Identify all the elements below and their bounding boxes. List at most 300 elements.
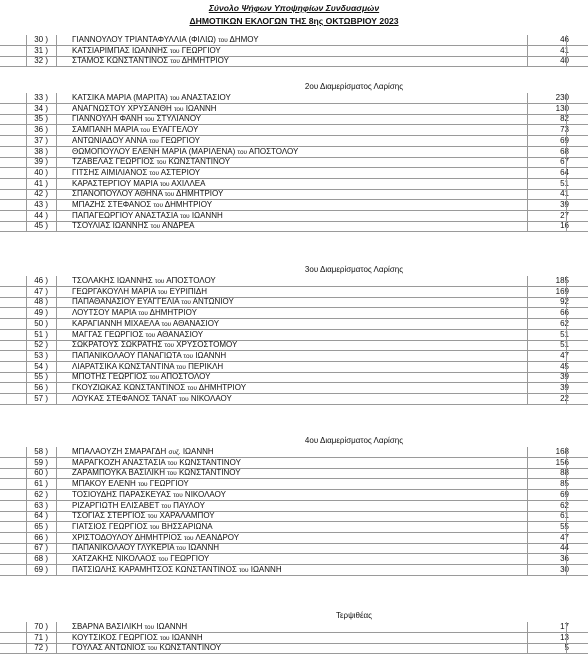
candidate-row bbox=[0, 643, 588, 654]
father-name: ΒΗΣΣΑΡΙΩΝΑ bbox=[161, 521, 213, 531]
candidate-row bbox=[0, 458, 588, 469]
candidate-number: 70 ) bbox=[34, 622, 48, 631]
candidate-name: ΜΠΟΤΗΣ ΓΕΩΡΓΙΟΣ bbox=[72, 372, 148, 382]
candidate-name: ΧΑΤΖΑΚΗΣ ΝΙΚΟΛΑΟΣ bbox=[72, 554, 157, 563]
candidate-name-cell bbox=[72, 221, 194, 232]
father-name: ΔΗΜΗΤΡΙΟΥ bbox=[149, 308, 197, 318]
candidate-number: 33 ) bbox=[34, 93, 48, 102]
candidate-number: 36 ) bbox=[34, 125, 48, 135]
relation-word: του bbox=[147, 513, 158, 521]
candidate-row bbox=[0, 511, 588, 522]
vote-count: 66 bbox=[560, 308, 569, 318]
table-grid-line bbox=[527, 35, 528, 68]
table-grid-line bbox=[566, 447, 567, 576]
document-title: Σύνολο Ψήφων Υποψηφίων Συνδυασμών bbox=[208, 3, 380, 13]
relation-word: του bbox=[138, 481, 148, 489]
candidate-row bbox=[0, 46, 588, 57]
vote-count: 82 bbox=[560, 114, 569, 124]
candidate-number: 48 ) bbox=[34, 297, 48, 307]
vote-count: 69 bbox=[560, 135, 569, 145]
candidate-name-cell bbox=[72, 276, 216, 287]
father-name: ΕΥΡΙΠΙΔΗ bbox=[169, 286, 207, 296]
candidate-name-cell bbox=[72, 554, 209, 565]
relation-word: του bbox=[167, 459, 178, 467]
candidate-name-cell bbox=[72, 543, 219, 554]
candidate-row bbox=[0, 372, 588, 383]
table-grid-line bbox=[56, 35, 57, 68]
candidate-number: 64 ) bbox=[34, 511, 48, 521]
relation-word: του bbox=[158, 556, 169, 563]
candidate-row bbox=[0, 351, 588, 362]
candidate-name-cell bbox=[72, 394, 232, 405]
candidate-name-cell bbox=[72, 125, 198, 136]
father-name: ΧΑΡΑΛΑΜΠΟΥ bbox=[159, 511, 215, 521]
candidate-name: ΤΣΟΥΛΙΑΣ ΙΩΑΝΝΗΣ bbox=[72, 221, 149, 231]
father-name: ΣΤΥΛΙΑΝΟΥ bbox=[156, 114, 202, 124]
candidate-number: 59 ) bbox=[34, 457, 48, 467]
candidate-name-cell bbox=[72, 319, 219, 330]
candidate-number: 30 ) bbox=[34, 35, 48, 44]
father-name: ΑΠΟΣΤΟΛΟΥ bbox=[166, 276, 216, 285]
candidate-name: ΜΑΡΑΓΚΟΖΗ ΑΝΑΣΤΑΣΙΑ bbox=[72, 457, 166, 467]
candidate-number: 55 ) bbox=[34, 372, 48, 382]
vote-count: 46 bbox=[560, 35, 569, 44]
vote-count: 40 bbox=[560, 56, 569, 66]
candidate-row bbox=[0, 479, 588, 490]
candidate-name: ΣΠΑΝΟΠΟΥΛΟΥ ΑΘΗΝΑ bbox=[72, 189, 163, 199]
relation-word: του bbox=[144, 116, 155, 124]
candidate-name: ΘΩΜΟΠΟΥΛΟΥ ΕΛΕΝΗ ΜΑΡΙΑ (ΜΑΡΙΛΕΝΑ) bbox=[72, 146, 236, 156]
candidate-name: ΤΣΟΓΙΑΣ ΣΤΕΡΓΙΟΣ bbox=[72, 511, 146, 521]
relation-word: του bbox=[180, 212, 190, 220]
vote-count: 130 bbox=[555, 103, 569, 113]
father-name: ΚΩΝΣΤΑΝΤΙΝΟΥ bbox=[168, 157, 231, 167]
section-heading: 2ου Διαμερίσματος Λαρίσης bbox=[304, 82, 404, 91]
vote-count: 22 bbox=[560, 393, 569, 403]
father-name: ΔΗΜΗΤΡΙΟΥ bbox=[181, 56, 229, 66]
candidate-name-cell bbox=[72, 468, 241, 479]
candidate-number: 65 ) bbox=[34, 521, 48, 531]
candidate-number: 34 ) bbox=[34, 103, 48, 113]
father-name: ΑΝΑΣΤΑΣΙΟΥ bbox=[181, 93, 231, 102]
candidate-row bbox=[0, 189, 588, 200]
father-name: ΙΩΑΝΝΗ bbox=[171, 632, 203, 642]
candidate-name: ΑΝΑΓΝΩΣΤΟΥ ΧΡΥΣΑΝΘΗ bbox=[72, 103, 172, 113]
table-grid-line bbox=[26, 622, 27, 655]
candidate-row bbox=[0, 93, 588, 104]
vote-count: 68 bbox=[560, 146, 569, 156]
candidate-name: ΜΠΑΚΟΥ ΕΛΕΝΗ bbox=[72, 479, 136, 489]
table-grid-line bbox=[527, 93, 528, 233]
relation-word: του bbox=[170, 47, 180, 55]
relation-word: του bbox=[154, 278, 165, 285]
vote-count: 51 bbox=[560, 340, 569, 350]
vote-count: 92 bbox=[560, 297, 569, 307]
vote-count: 30 bbox=[560, 564, 569, 574]
candidate-number: 44 ) bbox=[34, 210, 48, 220]
relation-word: του bbox=[159, 180, 170, 188]
candidate-name: ΜΠΑΛΑΟΥΖΗ ΣΜΑΡΑΓΔΗ bbox=[72, 447, 167, 456]
vote-count: 13 bbox=[560, 632, 569, 642]
candidate-name-cell bbox=[72, 157, 230, 168]
candidate-row bbox=[0, 447, 588, 458]
vote-count: 85 bbox=[560, 479, 569, 489]
candidate-row bbox=[0, 554, 588, 565]
candidate-row bbox=[0, 522, 588, 533]
candidate-name-cell bbox=[72, 458, 241, 469]
relation-word: του bbox=[157, 288, 168, 296]
relation-word: του bbox=[144, 624, 155, 631]
father-name: ΑΘΑΝΑΣΙΟΥ bbox=[156, 329, 204, 339]
table-grid-line bbox=[56, 93, 57, 233]
section-heading: 4ου Διαμερίσματος Λαρίσης bbox=[304, 436, 404, 445]
vote-count: 230 bbox=[555, 93, 569, 102]
relation-word: του bbox=[173, 105, 184, 113]
father-name: ΓΕΩΡΓΙΟΥ bbox=[149, 479, 189, 489]
candidate-name: ΠΑΠΑΝΙΚΟΛΑΟΥ ΓΛΥΚΕΡΙΑ bbox=[72, 543, 175, 553]
relation-word: του bbox=[147, 645, 158, 653]
candidate-name: ΠΑΠΑΝΙΚΟΛΑΟΥ ΠΑΝΑΓΙΩΤΑ bbox=[72, 350, 182, 360]
candidate-row bbox=[0, 330, 588, 341]
father-name: ΑΣΤΕΡΙΟΥ bbox=[160, 167, 201, 177]
candidate-row bbox=[0, 362, 588, 373]
candidate-row bbox=[0, 125, 588, 136]
candidate-number: 38 ) bbox=[34, 146, 48, 156]
vote-count: 27 bbox=[560, 210, 569, 220]
candidate-number: 69 ) bbox=[34, 564, 48, 574]
candidate-name: ΓΙΑΤΣΙΟΣ ΓΕΩΡΓΙΟΣ bbox=[72, 521, 148, 531]
candidate-name-cell bbox=[72, 189, 223, 200]
section-heading: Τερψιθέας bbox=[335, 611, 373, 620]
father-name: ΙΩΑΝΝΗ bbox=[195, 350, 227, 360]
relation-word: του bbox=[149, 137, 159, 145]
candidate-row bbox=[0, 633, 588, 644]
candidate-number: 57 ) bbox=[34, 393, 48, 403]
candidate-name: ΖΑΡΑΜΠΟΥΚΑ ΒΑΣΙΛΙΚΗ bbox=[72, 468, 166, 478]
vote-count: 39 bbox=[560, 372, 569, 382]
candidate-number: 41 ) bbox=[34, 178, 48, 188]
candidate-number: 72 ) bbox=[34, 643, 48, 653]
candidate-name: ΜΠΑΖΗΣ ΣΤΕΦΑΝΟΣ bbox=[72, 200, 152, 209]
vote-count: 44 bbox=[560, 543, 569, 553]
candidate-number: 39 ) bbox=[34, 157, 48, 167]
father-name: ΝΙΚΟΛΑΟΥ bbox=[184, 489, 226, 499]
candidate-name: ΓΙΑΝΝΟΥΛΟΥ ΤΡΙΑΝΤΑΦΥΛΛΙΑ (ΦΙΛΙΩ) bbox=[72, 35, 216, 44]
candidate-number: 32 ) bbox=[34, 56, 48, 66]
candidate-name-cell bbox=[72, 351, 226, 362]
candidate-name-cell bbox=[72, 490, 226, 501]
candidate-number: 66 ) bbox=[34, 532, 48, 542]
candidate-name-cell bbox=[72, 147, 298, 158]
candidate-name: ΤΟΣΙΟΥΔΗΣ ΠΑΡΑΣΚΕΥΑΣ bbox=[72, 489, 171, 499]
relation-word: του bbox=[164, 342, 175, 350]
relation-word: του bbox=[170, 58, 180, 66]
father-name: ΓΕΩΡΓΙΟΥ bbox=[181, 45, 221, 55]
candidate-name-cell bbox=[72, 383, 246, 394]
vote-count: 64 bbox=[560, 167, 569, 177]
relation-word: του bbox=[179, 395, 189, 403]
candidate-name-cell bbox=[72, 330, 203, 341]
candidate-name: ΣΤΑΜΟΣ ΚΩΝΣΤΑΝΤΙΝΟΣ bbox=[72, 56, 169, 66]
father-name: ΔΗΜΟΥ bbox=[229, 35, 259, 44]
candidate-number: 56 ) bbox=[34, 383, 48, 392]
candidate-row bbox=[0, 297, 588, 308]
vote-count: 185 bbox=[555, 276, 569, 285]
candidate-number: 71 ) bbox=[34, 632, 48, 642]
candidate-row bbox=[0, 287, 588, 298]
relation-word: του bbox=[149, 169, 159, 177]
candidate-name-cell bbox=[72, 511, 215, 522]
vote-count: 47 bbox=[560, 532, 569, 542]
father-name: ΧΡΥΣΟΣΤΟΜΟΥ bbox=[176, 340, 238, 350]
document-subtitle: ΔΗΜΟΤΙΚΩΝ ΕΚΛΟΓΩΝ ΤΗΣ 8ης ΟΚΤΩΒΡΙΟΥ 2023 bbox=[189, 16, 399, 26]
relation-word: του bbox=[183, 352, 194, 360]
candidate-name-cell bbox=[72, 308, 197, 319]
candidate-row bbox=[0, 211, 588, 222]
candidate-number: 58 ) bbox=[34, 447, 48, 456]
candidate-number: 49 ) bbox=[34, 308, 48, 318]
father-name: ΛΕΑΝΔΡΟΥ bbox=[195, 532, 240, 542]
candidate-name-cell bbox=[72, 136, 200, 147]
candidate-row bbox=[0, 157, 588, 168]
candidate-row bbox=[0, 501, 588, 512]
candidate-name: ΣΒΑΡΝΑ ΒΑΣΙΛΙΚΗ bbox=[72, 622, 143, 631]
candidate-name: ΠΑΠΑΘΑΝΑΣΙΟΥ ΕΥΑΓΓΕΛΙΑ bbox=[72, 297, 180, 307]
candidate-name-cell bbox=[72, 200, 212, 211]
candidate-row bbox=[0, 490, 588, 501]
father-name: ΠΕΡΙΚΛΗ bbox=[188, 361, 224, 371]
candidate-name: ΚΑΤΣΙΚΑ ΜΑΡΙΑ (ΜΑΡΙΤΑ) bbox=[72, 93, 168, 102]
candidate-number: 40 ) bbox=[34, 167, 48, 177]
candidate-name-cell bbox=[72, 297, 234, 308]
relation-word: του bbox=[184, 534, 194, 542]
candidate-row bbox=[0, 200, 588, 211]
vote-count: 55 bbox=[560, 521, 569, 531]
candidate-name: ΓΕΩΡΓΑΚΟΥΛΗ ΜΑΡΙΑ bbox=[72, 286, 156, 296]
relation-word: του bbox=[176, 363, 186, 371]
father-name: ΝΙΚΟΛΑΟΥ bbox=[190, 393, 232, 403]
candidate-name-cell bbox=[72, 479, 189, 490]
candidate-name: ΛΟΥΚΑΣ ΣΤΕΦΑΝΟΣ ΤΑΝΑΤ bbox=[72, 393, 177, 403]
relation-word: του bbox=[167, 470, 177, 478]
candidate-name-cell bbox=[72, 114, 201, 125]
candidate-name-cell bbox=[72, 447, 214, 458]
candidate-name: ΑΝΤΩΝΙΑΔΟΥ ΑΝΝΑ bbox=[72, 135, 148, 145]
father-name: ΙΩΑΝΝΗ bbox=[185, 103, 217, 113]
candidate-row bbox=[0, 179, 588, 190]
candidate-row bbox=[0, 565, 588, 576]
relation-word: του bbox=[160, 634, 170, 642]
candidate-name-cell bbox=[72, 362, 223, 373]
candidate-number: 43 ) bbox=[34, 200, 48, 209]
candidate-name: ΓΚΟΥΖΙΩΚΑΣ ΚΩΝΣΤΑΝΤΙΝΟΣ bbox=[72, 383, 186, 392]
vote-count: 39 bbox=[560, 200, 569, 209]
vote-count: 51 bbox=[560, 178, 569, 188]
table-grid-line bbox=[56, 276, 57, 405]
candidate-number: 68 ) bbox=[34, 554, 48, 563]
relation-word: του bbox=[156, 159, 167, 167]
vote-count: 17 bbox=[560, 622, 569, 631]
candidate-name-cell bbox=[72, 340, 237, 351]
father-name: ΙΩΑΝΝΗ bbox=[188, 543, 219, 553]
candidate-name: ΛΟΥΤΣΟΥ ΜΑΡΙΑ bbox=[72, 308, 137, 318]
candidate-name: ΜΑΓΓΑΣ ΓΕΩΡΓΙΟΣ bbox=[72, 329, 144, 339]
candidate-row bbox=[0, 136, 588, 147]
candidate-row bbox=[0, 543, 588, 554]
candidate-number: 42 ) bbox=[34, 189, 48, 199]
father-name: ΑΝΔΡΕΑ bbox=[161, 221, 195, 231]
vote-count: 62 bbox=[560, 318, 569, 328]
candidate-name: ΤΖΑΒΕΛΑΣ ΓΕΩΡΓΙΟΣ bbox=[72, 157, 155, 167]
candidate-name: ΣΩΚΡΑΤΟΥΣ ΣΩΚΡΑΤΗΣ bbox=[72, 340, 163, 350]
table-grid-line bbox=[566, 93, 567, 233]
candidate-name: ΠΑΤΣΙΩΛΗΣ ΚΑΡΑΜΗΤΣΟΣ ΚΩΝΣΤΑΝΤΙΝΟΣ bbox=[72, 564, 237, 574]
candidate-number: 60 ) bbox=[34, 468, 48, 478]
relation-word: του bbox=[149, 523, 160, 531]
father-name: ΓΕΩΡΓΙΟΥ bbox=[161, 135, 201, 145]
relation-word: του bbox=[149, 374, 160, 382]
candidate-row bbox=[0, 622, 588, 633]
candidate-name-cell bbox=[72, 211, 223, 222]
candidate-name: ΧΡΙΣΤΟΔΟΥΛΟΥ ΔΗΜΗΤΡΙΟΣ bbox=[72, 532, 182, 542]
vote-count: 73 bbox=[560, 125, 569, 135]
candidate-row bbox=[0, 533, 588, 544]
father-name: ΚΩΝΣΤΑΝΤΙΝΟΥ bbox=[159, 643, 222, 653]
candidate-name: ΓΟΥΛΑΣ ΑΝΤΩΝΙΟΣ bbox=[72, 643, 146, 653]
table-grid-line bbox=[566, 622, 567, 655]
candidate-name-cell bbox=[72, 643, 221, 654]
candidate-row bbox=[0, 147, 588, 158]
candidate-number: 37 ) bbox=[34, 135, 48, 145]
relation-word: του bbox=[170, 95, 180, 102]
vote-count: 88 bbox=[560, 468, 569, 478]
candidate-row bbox=[0, 114, 588, 125]
table-grid-line bbox=[566, 276, 567, 405]
vote-count: 61 bbox=[560, 511, 569, 521]
candidate-name-cell bbox=[72, 633, 203, 644]
table-grid-line bbox=[56, 447, 57, 576]
candidate-name-cell bbox=[72, 46, 221, 57]
candidate-number: 45 ) bbox=[34, 221, 48, 231]
candidate-number: 63 ) bbox=[34, 500, 48, 510]
vote-count: 156 bbox=[555, 457, 569, 467]
candidate-name-cell bbox=[72, 35, 259, 46]
vote-count: 41 bbox=[560, 189, 569, 199]
father-name: ΕΥΑΓΓΕΛΟΥ bbox=[152, 125, 199, 135]
relation-word: του bbox=[153, 202, 163, 209]
candidate-name-cell bbox=[72, 179, 205, 190]
candidate-number: 35 ) bbox=[34, 114, 48, 124]
candidate-name-cell bbox=[72, 168, 200, 179]
vote-count: 169 bbox=[555, 286, 569, 296]
candidate-row bbox=[0, 35, 588, 46]
candidate-row bbox=[0, 56, 588, 67]
relation-word: του bbox=[161, 502, 171, 510]
section-heading: 3ου Διαμερίσματος Λαρίσης bbox=[304, 265, 404, 274]
father-name: ΙΩΑΝΝΗ bbox=[182, 447, 214, 456]
candidate-name: ΚΑΤΣΙΑΡΙΜΠΑΣ ΙΩΑΝΝΗΣ bbox=[72, 45, 168, 55]
candidate-name-cell bbox=[72, 533, 239, 544]
candidate-name-cell bbox=[72, 501, 205, 512]
father-name: ΙΩΑΝΝΗ bbox=[191, 210, 223, 220]
table-grid-line bbox=[566, 35, 567, 68]
relation-word: του bbox=[173, 491, 183, 499]
table-grid-line bbox=[26, 447, 27, 576]
candidate-name: ΤΣΟΛΑΚΗΣ ΙΩΑΝΝΗΣ bbox=[72, 276, 153, 285]
father-name: ΔΗΜΗΤΡΙΟΥ bbox=[198, 383, 247, 392]
candidate-number: 54 ) bbox=[34, 361, 48, 371]
table-grid-line bbox=[26, 93, 27, 233]
father-name: ΑΠΟΣΤΟΛΟΥ bbox=[248, 146, 299, 156]
relation-word: του bbox=[237, 148, 247, 156]
vote-count: 41 bbox=[560, 45, 569, 55]
vote-count: 5 bbox=[564, 643, 569, 653]
candidate-row bbox=[0, 383, 588, 394]
relation-word: του bbox=[138, 310, 148, 318]
vote-count: 36 bbox=[560, 554, 569, 563]
candidate-name-cell bbox=[72, 522, 213, 533]
relation-word: του bbox=[150, 223, 161, 231]
candidate-number: 47 ) bbox=[34, 286, 48, 296]
relation-word: του bbox=[161, 320, 172, 328]
father-name: ΠΑΥΛΟΥ bbox=[173, 500, 205, 510]
father-name: ΑΧΙΛΛΕΑ bbox=[171, 178, 206, 188]
vote-count: 69 bbox=[560, 489, 569, 499]
candidate-name: ΓΙΑΝΝΟΥΛΗ ΦΑΝΗ bbox=[72, 114, 143, 124]
candidate-number: 50 ) bbox=[34, 318, 48, 328]
candidate-row bbox=[0, 340, 588, 351]
candidate-name-cell bbox=[72, 622, 187, 633]
father-name: ΔΗΜΗΤΡΙΟΥ bbox=[176, 189, 224, 199]
father-name: ΙΩΑΝΝΗ bbox=[156, 622, 188, 631]
relation-word: του bbox=[176, 545, 186, 553]
father-name: ΑΝΤΩΝΙΟΥ bbox=[192, 297, 234, 307]
candidate-number: 67 ) bbox=[34, 543, 48, 553]
father-name: ΓΕΩΡΓΙΟΥ bbox=[170, 554, 210, 563]
table-grid-line bbox=[26, 276, 27, 405]
candidate-name: ΚΟΥΤΣΙΚΟΣ ΓΕΩΡΓΙΟΣ bbox=[72, 632, 158, 642]
candidate-name: ΓΙΤΣΗΣ ΑΙΜΙΛΙΑΝΟΣ bbox=[72, 167, 148, 177]
candidate-row bbox=[0, 104, 588, 115]
candidate-name-cell bbox=[72, 372, 210, 383]
father-name: ΑΠΟΣΤΟΛΟΥ bbox=[160, 372, 211, 382]
candidate-number: 53 ) bbox=[34, 350, 48, 360]
table-grid-line bbox=[56, 622, 57, 655]
father-name: ΙΩΑΝΝΗ bbox=[250, 564, 282, 574]
candidate-number: 51 ) bbox=[34, 329, 48, 339]
candidate-name-cell bbox=[72, 104, 217, 115]
table-grid-line bbox=[527, 276, 528, 405]
candidate-row bbox=[0, 468, 588, 479]
candidate-name-cell bbox=[72, 565, 282, 576]
candidate-name-cell bbox=[72, 56, 229, 67]
father-name: ΚΩΝΣΤΑΝΤΙΝΟΥ bbox=[179, 457, 241, 467]
candidate-row bbox=[0, 221, 588, 232]
father-name: ΑΘΑΝΑΣΙΟΥ bbox=[172, 318, 220, 328]
candidate-row bbox=[0, 394, 588, 405]
candidate-number: 61 ) bbox=[34, 479, 48, 489]
vote-count: 62 bbox=[560, 500, 569, 510]
candidate-number: 62 ) bbox=[34, 489, 48, 499]
candidate-row bbox=[0, 276, 588, 287]
table-grid-line bbox=[527, 447, 528, 576]
candidate-name: ΣΑΜΠΑΝΗ ΜΑΡΙΑ bbox=[72, 125, 139, 135]
table-grid-line bbox=[26, 35, 27, 68]
candidate-name: ΡΙΖΑΡΓΙΩΤΗ ΕΛΙΣΑΒΕΤ bbox=[72, 500, 160, 510]
candidate-number: 46 ) bbox=[34, 276, 48, 285]
candidate-number: 31 ) bbox=[34, 45, 48, 55]
vote-count: 16 bbox=[560, 221, 569, 231]
